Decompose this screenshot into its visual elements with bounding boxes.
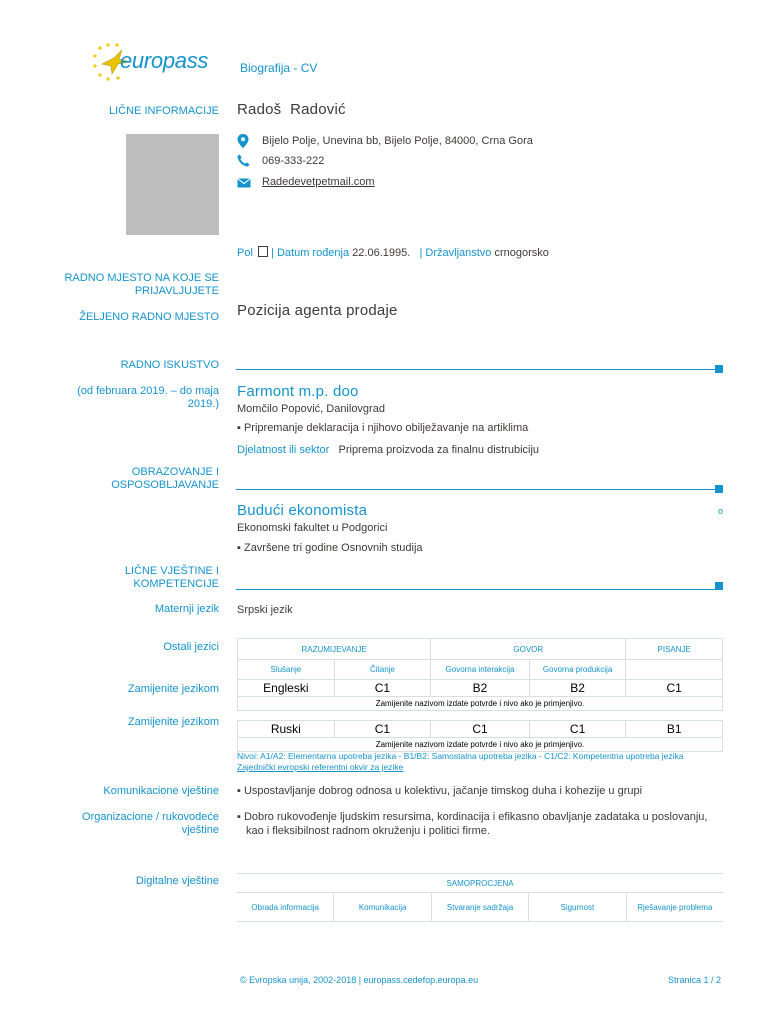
digital-skills-table bbox=[237, 873, 723, 922]
language-table bbox=[237, 638, 723, 752]
digital-col: Rješavanje problema bbox=[626, 893, 723, 922]
logo-text: europass bbox=[120, 48, 209, 73]
email-link[interactable]: Radedevetpetmail.com bbox=[262, 176, 375, 188]
digital-col: Komunikacija bbox=[334, 893, 431, 922]
sex-label: Pol bbox=[237, 247, 253, 259]
email-icon bbox=[237, 178, 251, 188]
section-rule bbox=[236, 489, 719, 490]
education-bullet bbox=[237, 541, 423, 555]
digital-col: Sigurnost bbox=[529, 893, 626, 922]
experience-dates: (od februara 2019. – do maja 2019.) bbox=[77, 385, 219, 410]
person-name bbox=[237, 101, 346, 118]
organisational-label: Organizacione / rukovodeće vještine bbox=[82, 811, 219, 836]
lang-writing: B1 bbox=[626, 721, 723, 738]
europass-logo bbox=[92, 42, 232, 82]
header-writing: PISANJE bbox=[626, 639, 723, 660]
mother-tongue-label: Maternji jezik bbox=[154, 603, 219, 615]
sector-line bbox=[237, 443, 539, 457]
organisational-value bbox=[237, 810, 725, 838]
footer-copyright: © Evropska unija, 2002-2018 | europass.cedefop.europa.eu bbox=[240, 975, 479, 985]
lang-certificate-note: Zamijenite nazivom izdate potvrde i nivo ako je primjenjivo. bbox=[238, 697, 723, 711]
bullet-icon: ▪ bbox=[237, 422, 244, 434]
sector-value: Priprema proizvoda za finalnu distrubiciju bbox=[338, 444, 540, 456]
personal-details-line bbox=[237, 246, 549, 260]
section-label-education: OBRAZOVANJE I OSPOSOBLJAVANJE bbox=[111, 466, 219, 491]
language-row-label: Zamijenite jezikom bbox=[127, 683, 219, 695]
sub-listening: Slušanje bbox=[238, 660, 335, 680]
bullet-text: Dobro rukovođenje ljudskim resursima, kordinacija i efikasno obavljanje zadataka u poslovanju, kao i fleksibilnost radnom okruženju i politici firme. bbox=[243, 811, 708, 837]
section-marker bbox=[715, 582, 723, 590]
sex-placeholder-box bbox=[258, 246, 268, 257]
dob-label: Datum rođenja bbox=[276, 247, 350, 259]
header-speaking: GOVOR bbox=[431, 639, 626, 660]
bullet-icon: ▪ bbox=[237, 811, 244, 823]
lang-reading: C1 bbox=[334, 680, 431, 697]
document-title: Biografija - CV bbox=[240, 61, 318, 75]
lang-name: Ruski bbox=[238, 721, 335, 738]
communication-value bbox=[237, 784, 723, 798]
lang-interaction: B2 bbox=[431, 680, 530, 697]
other-languages-label: Ostali jezici bbox=[163, 641, 219, 653]
lang-certificate-note: Zamijenite nazivom izdate potvrde i nivo ako je primjenjivo. bbox=[238, 738, 723, 752]
education-level-marker: o bbox=[718, 506, 724, 516]
bullet-text: Pripremanje deklaracija i njihovo obilježavanje na artiklima bbox=[243, 422, 529, 434]
dob-value: 22.06.1995. bbox=[352, 247, 411, 259]
lang-interaction: C1 bbox=[431, 721, 530, 738]
location-icon bbox=[237, 134, 249, 148]
communication-label: Komunikacione vještine bbox=[103, 785, 219, 797]
nationality-value: crnogorsko bbox=[494, 247, 549, 259]
sub-production: Govorna produkcija bbox=[529, 660, 626, 680]
section-marker bbox=[715, 365, 723, 373]
header-understanding: RAZUMIJEVANJE bbox=[238, 639, 431, 660]
digital-col: Stvaranje sadržaja bbox=[431, 893, 528, 922]
experience-bullet bbox=[237, 421, 528, 435]
employer-name: Farmont m.p. doo bbox=[237, 383, 359, 400]
separator: | bbox=[271, 247, 274, 259]
section-label-experience: RADNO ISKUSTVO bbox=[120, 359, 219, 371]
section-label-personal: LIČNE INFORMACIJE bbox=[108, 105, 219, 117]
address: Bijelo Polje, Unevina bb, Bijelo Polje, 84000, Crna Gora bbox=[262, 135, 533, 147]
sub-reading: Čitanje bbox=[334, 660, 431, 680]
section-marker bbox=[715, 485, 723, 493]
sub-interaction: Govorna interakcija bbox=[431, 660, 530, 680]
digital-label: Digitalne vještine bbox=[135, 875, 219, 887]
lang-production: B2 bbox=[529, 680, 626, 697]
digital-col: Obrada informacija bbox=[237, 893, 334, 922]
bullet-text: Uspostavljanje dobrog odnosa u kolektivu, jačanje timskog duha i kohezije u grupi bbox=[243, 785, 643, 797]
separator: | bbox=[413, 247, 423, 259]
education-title: Budući ekonomista bbox=[237, 502, 368, 519]
section-rule bbox=[236, 369, 719, 370]
employer-detail: Momčilo Popović, Danilovgrad bbox=[237, 403, 385, 415]
footer-page-number: Stranica 1 / 2 bbox=[667, 975, 721, 985]
levels-note: Nivoi: A1/A2: Elementarna upotreba jezika - B1/B2: Samostalna upotreba jezika - C1/C2: Kompetentna upotreba jezika bbox=[237, 751, 684, 761]
first-name: Radoš bbox=[237, 101, 282, 118]
bullet-text: Završene tri godine Osnovnih studija bbox=[243, 542, 423, 554]
section-label-skills: LIČNE VJEŠTINE I KOMPETENCIJE bbox=[124, 565, 219, 590]
digital-header: SAMOPROCJENA bbox=[237, 874, 723, 893]
label-desired-position: ŽELJENO RADNO MJESTO bbox=[79, 311, 219, 323]
position-value: Pozicija agenta prodaje bbox=[237, 302, 398, 319]
education-institution: Ekonomski fakultet u Podgorici bbox=[237, 522, 388, 534]
bullet-icon: ▪ bbox=[237, 785, 244, 797]
lang-production: C1 bbox=[529, 721, 626, 738]
mother-tongue-value: Srpski jezik bbox=[237, 604, 293, 616]
sector-label: Djelatnost ili sektor bbox=[237, 444, 330, 456]
language-row-label: Zamijenite jezikom bbox=[127, 716, 219, 728]
last-name: Radović bbox=[290, 101, 346, 118]
lang-reading: C1 bbox=[334, 721, 431, 738]
phone: 069-333-222 bbox=[262, 155, 325, 167]
cefr-link[interactable]: Zajednički evropski referentni okvir za jezike bbox=[237, 762, 404, 772]
phone-icon bbox=[237, 154, 250, 167]
sub-writing-blank bbox=[626, 660, 723, 680]
photo-placeholder bbox=[126, 134, 219, 235]
lang-writing: C1 bbox=[626, 680, 723, 697]
bullet-icon: ▪ bbox=[237, 542, 244, 554]
nationality-label: Državljanstvo bbox=[425, 247, 492, 259]
lang-name: Engleski bbox=[238, 680, 335, 697]
section-rule bbox=[236, 589, 719, 590]
label-applied-position: RADNO MJESTO NA KOJE SE PRIJAVLJUJETE bbox=[64, 272, 219, 297]
